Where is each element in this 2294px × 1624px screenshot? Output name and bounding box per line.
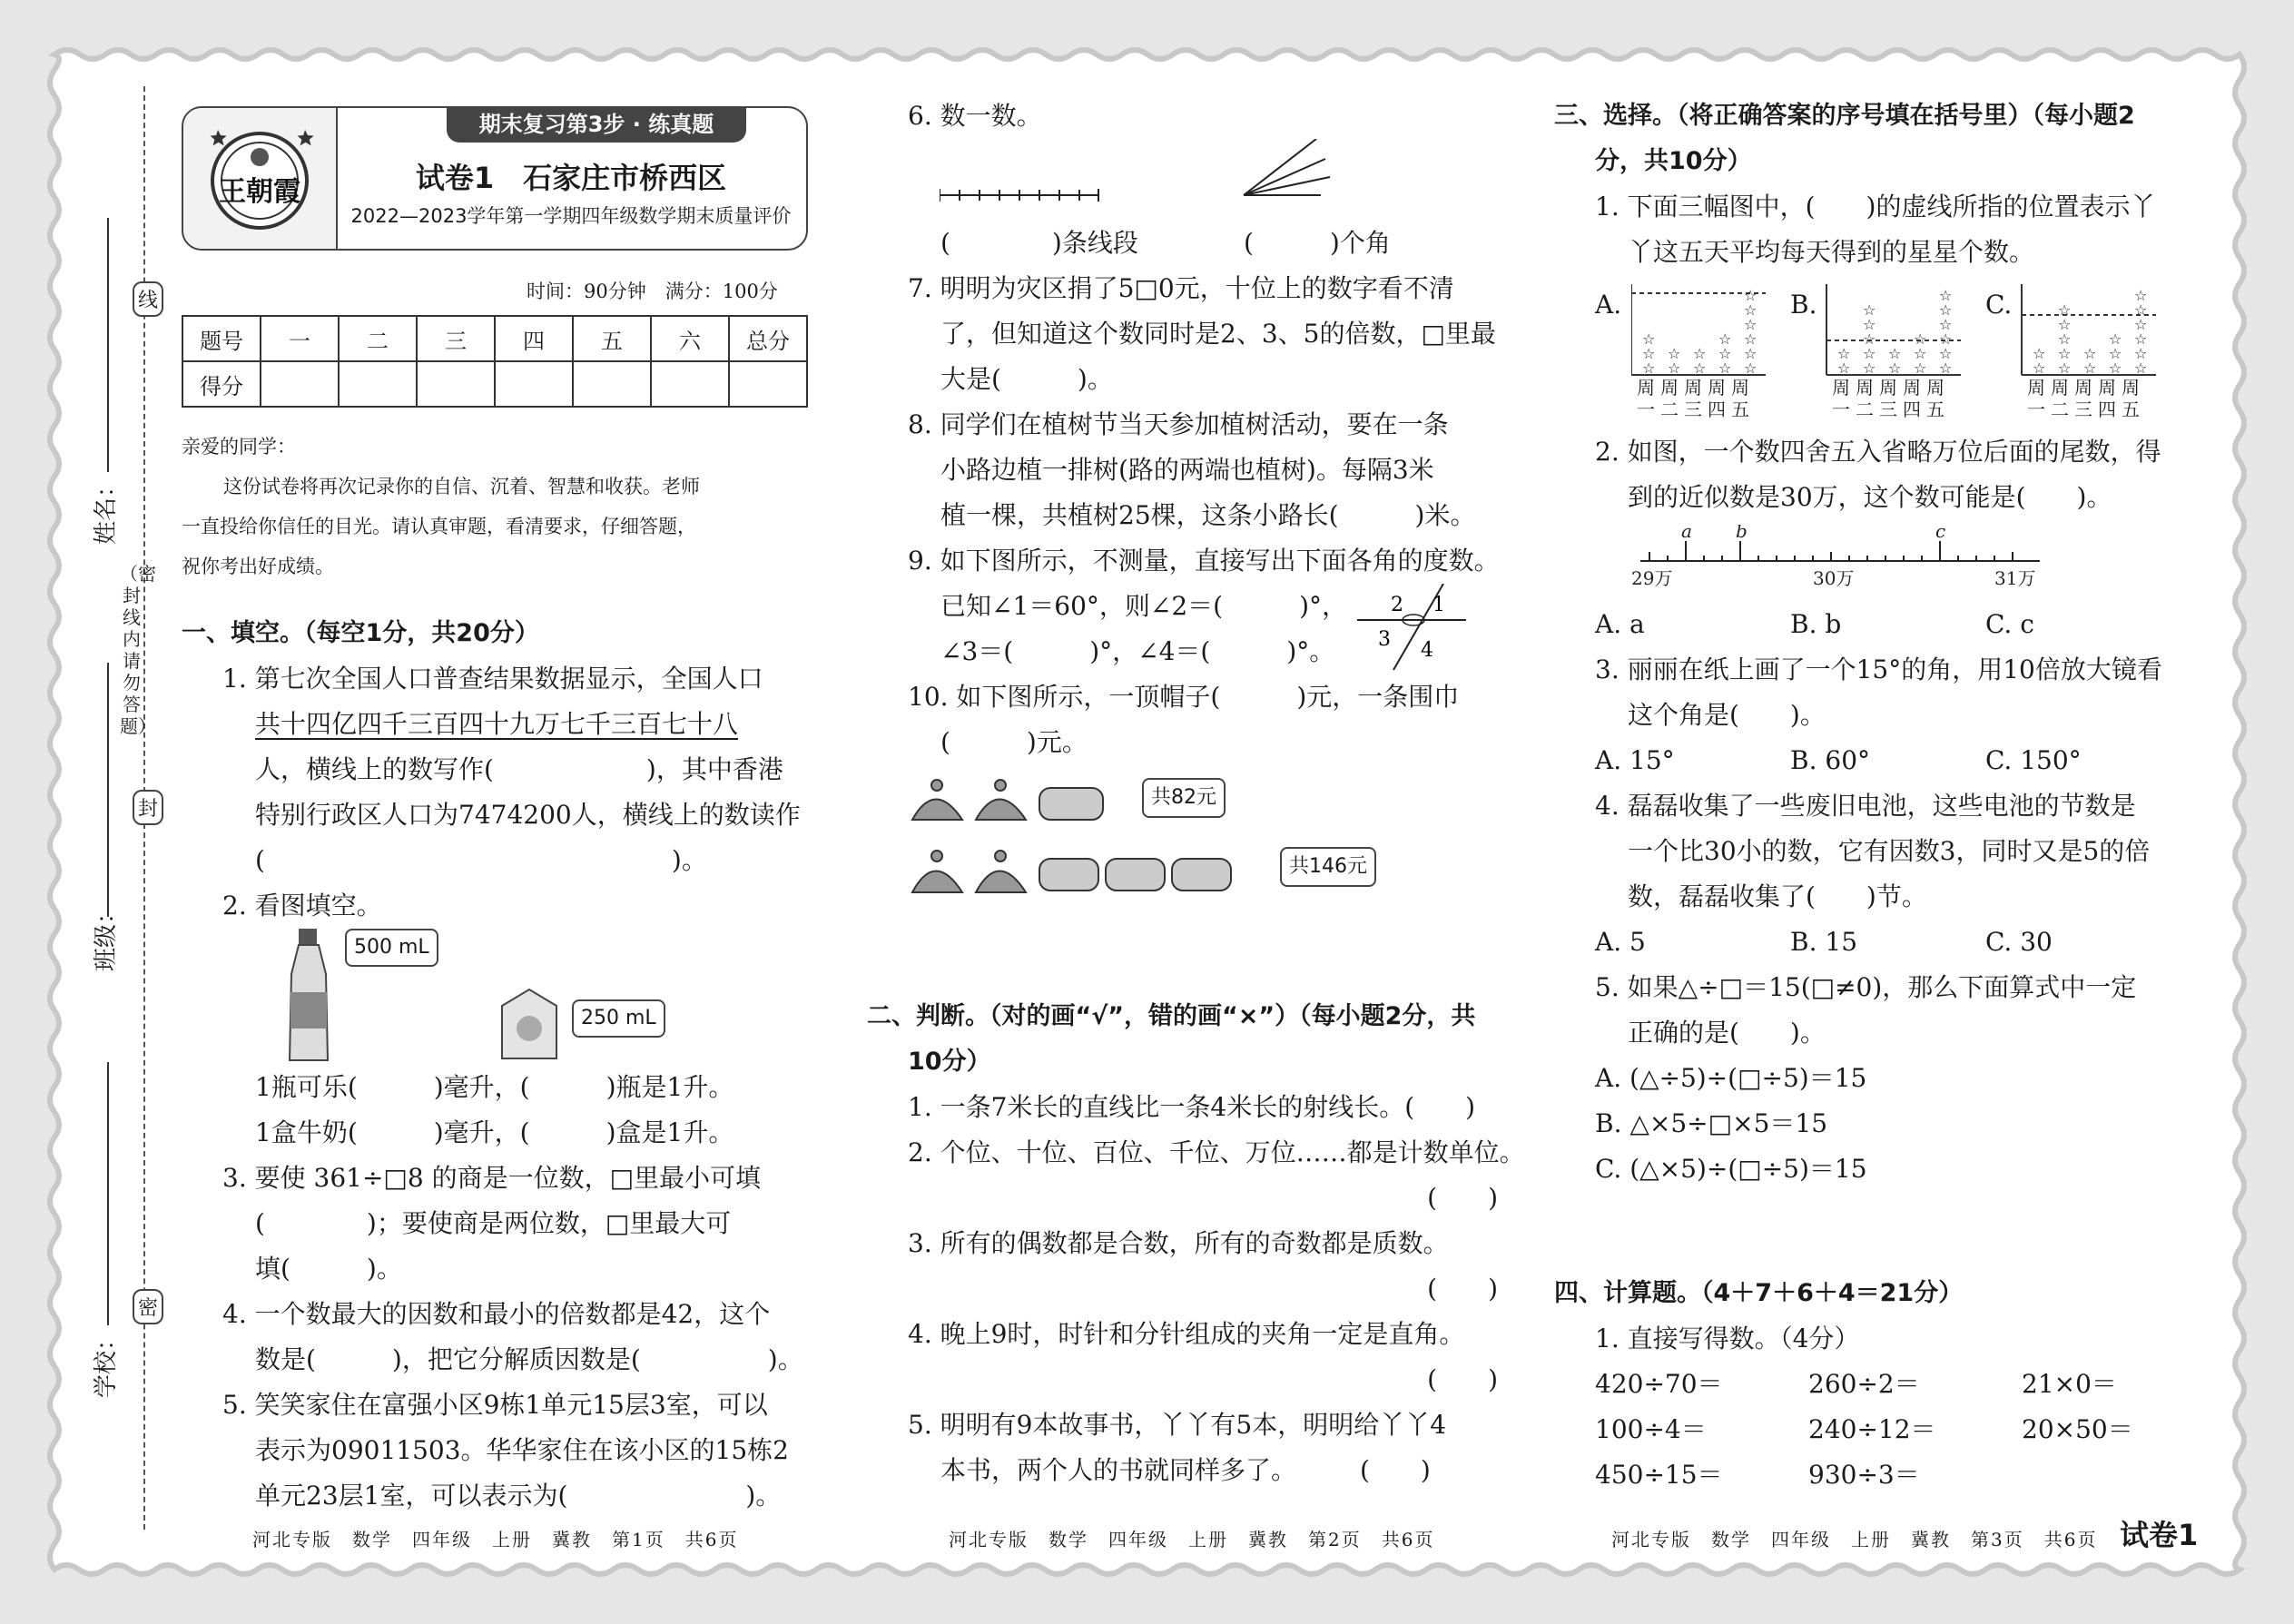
choice-line: 数，磊磊收集了( )节。 — [1628, 881, 1927, 911]
time-score: 时间：90分钟 满分：100分 — [527, 281, 778, 302]
svg-text:☆: ☆ — [1744, 330, 1757, 348]
svg-text:☆: ☆ — [2058, 359, 2072, 377]
svg-text:☆: ☆ — [2109, 330, 2122, 348]
step-badge: 期末复习第3步 · 练真题 — [447, 106, 746, 143]
svg-text:☆: ☆ — [1939, 287, 1953, 304]
calc-item: 240÷12＝ — [1808, 1414, 1936, 1444]
q8-line: 小路边植一排树(路的两端也植树)。每隔3米 — [940, 455, 1434, 485]
hats-scarf-row1 — [908, 774, 1180, 829]
intro-line: 一直投给你信任的目光。请认真审题，看清要求，仔细答题， — [182, 516, 696, 537]
point-a: a — [1681, 525, 1692, 542]
svg-text:☆: ☆ — [2058, 301, 2072, 319]
judge-paren[interactable]: ( ) — [1427, 1183, 1498, 1213]
svg-text:☆: ☆ — [1888, 345, 1902, 362]
svg-text:☆: ☆ — [1914, 345, 1927, 362]
paper-title: 试卷1 石家庄市桥西区 — [415, 161, 727, 195]
q10-figure — [908, 765, 1500, 906]
q10-line: ( )元。 — [940, 727, 1088, 757]
option[interactable]: B. △×5÷□×5＝15 — [1595, 1108, 1828, 1138]
brand-name: 王朝霞 — [219, 176, 300, 208]
judge-paren[interactable]: ( ) — [1427, 1364, 1498, 1394]
choice-line: 正确的是( )。 — [1628, 1018, 1826, 1048]
score-cell[interactable] — [573, 361, 651, 407]
svg-text:☆: ☆ — [1744, 345, 1757, 362]
svg-text:☆: ☆ — [1642, 359, 1656, 377]
svg-text:☆: ☆ — [1939, 301, 1953, 319]
angle-label-3: 3 — [1378, 628, 1391, 651]
milk-carton-icon — [495, 988, 563, 1060]
oral-calc-grid — [1595, 1362, 2185, 1498]
q9-angle-figure — [1353, 584, 1471, 674]
section3-title: 三、选择。（将正确答案的序号填在括号里）（每小题2 — [1554, 102, 2135, 130]
svg-text:☆: ☆ — [1642, 345, 1656, 362]
svg-text:☆: ☆ — [1744, 287, 1757, 304]
calc-item: 260÷2＝ — [1808, 1369, 1920, 1399]
q6-title: 6. 数一数。 — [908, 101, 1042, 131]
score-table — [182, 315, 808, 408]
q1-line: ( )。 — [255, 845, 707, 875]
q6-figure — [908, 139, 1500, 221]
q7-line: 大是( )。 — [940, 364, 1113, 394]
q6-drawing — [940, 139, 1412, 221]
option[interactable]: A. 5 — [1595, 927, 1646, 957]
option-label: B. — [1790, 290, 1817, 320]
option[interactable]: C. (△×5)÷(□÷5)＝15 — [1595, 1154, 1867, 1184]
angle-label-2: 2 — [1391, 594, 1403, 616]
footer-page3: 河北专版 数学 四年级 上册 冀教 第3页 共6页 — [1611, 1529, 2098, 1550]
choice-line: 3. 丽丽在纸上画了一个15°的角，用10倍放大镜看 — [1595, 655, 2162, 684]
svg-text:☆: ☆ — [1888, 359, 1902, 377]
q2-line: 1瓶可乐( )毫升，( )瓶是1升。 — [255, 1072, 734, 1102]
option[interactable]: A. (△÷5)÷(□÷5)＝15 — [1595, 1063, 1867, 1093]
svg-text:☆: ☆ — [1939, 316, 1953, 333]
hats-scarves-row2 — [908, 842, 1298, 901]
intro — [182, 427, 700, 586]
q2-figure — [222, 929, 803, 1065]
bubble-milk: 250 mL — [572, 999, 665, 1038]
score-header: 四 — [495, 316, 573, 361]
svg-text:☆: ☆ — [1863, 316, 1876, 333]
score-header: 总分 — [729, 316, 807, 361]
section2-title-cont: 10分） — [908, 1048, 991, 1076]
sub-question: 1. 直接写得数。（4分） — [1595, 1324, 1860, 1353]
logo-area — [183, 108, 338, 249]
paper-subtitle: 2022—2023学年第一学期四年级数学期末质量评价 — [350, 205, 792, 227]
school-label: 学校： — [93, 1326, 120, 1398]
choice-line: 4. 磊磊收集了一些废旧电池，这些电池的节数是 — [1595, 791, 2136, 821]
section2-title: 二、判断。（对的画“√”，错的画“×”）（每小题2分，共 — [867, 1002, 1476, 1030]
option[interactable]: C. 150° — [1985, 745, 2082, 775]
q10-line: 10. 如下图所示，一顶帽子( )元，一条围巾 — [908, 682, 1460, 712]
score-header: 三 — [417, 316, 495, 361]
days-axis-b: 周周周周周 一二三四五 — [1832, 377, 1950, 420]
score-cell[interactable] — [729, 361, 807, 407]
q3-line: 填( )。 — [255, 1254, 402, 1284]
q5-line: 5. 笑笑家住在富强小区9栋1单元15层3室，可以 — [222, 1390, 768, 1420]
q5-line: 单元23层1室，可以表示为( )。 — [255, 1481, 782, 1511]
judge-item: 3. 所有的偶数都是合数，所有的奇数都是质数。 — [908, 1228, 1449, 1258]
q6-answer-angles: ( )个角 — [1244, 228, 1391, 258]
q2-title: 2. 看图填空。 — [222, 891, 382, 920]
angle-label-4: 4 — [1421, 639, 1433, 662]
calc-item: 450÷15＝ — [1595, 1460, 1723, 1490]
svg-text:☆: ☆ — [2083, 359, 2097, 377]
c2-options — [1595, 602, 2162, 647]
score-cell[interactable] — [261, 361, 339, 407]
svg-text:☆: ☆ — [1642, 330, 1656, 348]
point-c: c — [1935, 525, 1946, 542]
score-row-label: 得分 — [182, 361, 261, 407]
option[interactable]: A. a — [1595, 609, 1645, 639]
option[interactable]: B. b — [1790, 609, 1842, 639]
calc-item: 930÷3＝ — [1808, 1460, 1920, 1490]
section4-title: 四、计算题。（4＋7＋6＋4＝21分） — [1554, 1279, 1964, 1307]
q3-line: 3. 要使 361÷□8 的商是一位数，□里最小可填 — [222, 1163, 762, 1193]
svg-text:☆: ☆ — [1914, 359, 1927, 377]
q6-answer-segments: ( )条线段 — [940, 228, 1138, 258]
q2-line: 1盒牛奶( )毫升，( )盒是1升。 — [255, 1117, 734, 1147]
nl-label: 29万 — [1631, 567, 1673, 589]
svg-text:☆: ☆ — [1837, 345, 1851, 362]
number-line — [1595, 520, 2162, 602]
angle-label-1: 1 — [1433, 594, 1445, 616]
nl-label: 31万 — [1994, 567, 2036, 589]
footer-page1: 河北专版 数学 四年级 上册 冀教 第1页 共6页 — [252, 1529, 739, 1550]
option[interactable]: C. 30 — [1985, 927, 2053, 957]
option[interactable]: C. c — [1985, 609, 2034, 639]
svg-text:☆: ☆ — [2058, 316, 2072, 333]
svg-text:☆: ☆ — [1837, 359, 1851, 377]
price-bubble-2: 共146元 — [1280, 847, 1376, 887]
q9-line: ∠3＝( )°，∠4＝( )°。 — [940, 636, 1335, 666]
svg-text:☆: ☆ — [2033, 359, 2046, 377]
seal-char-seal: 封 — [133, 790, 163, 825]
judge-paren[interactable]: ( ) — [1427, 1274, 1498, 1304]
q4-line: 数是( )，把它分解质因数是( )。 — [255, 1344, 803, 1374]
svg-text:☆: ☆ — [2058, 330, 2072, 348]
q5-line: 表示为09011503。华华家住在该小区的15栋2 — [255, 1435, 789, 1465]
c3-options — [1595, 738, 2162, 783]
svg-text:☆: ☆ — [1693, 345, 1707, 362]
q9-line: 9. 如下图所示，不测量，直接写出下面各角的度数。 — [908, 546, 1500, 576]
star-chart-figures — [1631, 284, 2194, 384]
q7-line: 了，但知道这个数同时是2、3、5的倍数，□里最 — [940, 319, 1496, 349]
svg-text:☆: ☆ — [2058, 345, 2072, 362]
q3-line: ( )；要使商是两位数，□里最大可 — [255, 1208, 732, 1238]
c4-options — [1595, 920, 2162, 965]
svg-text:☆: ☆ — [1863, 345, 1876, 362]
section3-body — [1595, 184, 2162, 1192]
svg-text:☆: ☆ — [2109, 345, 2122, 362]
score-cell[interactable] — [417, 361, 495, 407]
calc-item: 100÷4＝ — [1595, 1414, 1707, 1444]
option[interactable]: A. 15° — [1595, 745, 1675, 775]
q8-line: 8. 同学们在植树节当天参加植树活动，要在一条 — [908, 409, 1449, 439]
svg-text:☆: ☆ — [2134, 301, 2148, 319]
choice-line: 到的近似数是30万，这个数可能是( )。 — [1628, 482, 2112, 512]
section1-body — [222, 656, 803, 1519]
choice-line: 5. 如果△÷□＝15(□≠0)，那么下面算式中一定 — [1595, 972, 2137, 1002]
svg-text:☆: ☆ — [1744, 316, 1757, 333]
svg-text:☆: ☆ — [1863, 330, 1876, 348]
name-label: 姓名： — [93, 473, 120, 545]
judge-item: 1. 一条7米长的直线比一条4米长的射线长。( ) — [908, 1092, 1476, 1122]
svg-text:☆: ☆ — [2134, 287, 2148, 304]
intro-greeting: 亲爱的同学： — [182, 436, 296, 458]
choice-line: 一个比30小的数，它有因数3，同时又是5的倍 — [1628, 836, 2151, 866]
class-field[interactable] — [107, 663, 109, 917]
svg-text:☆: ☆ — [2134, 359, 2148, 377]
score-cell[interactable] — [495, 361, 573, 407]
intro-line: 这份试卷将再次记录你的自信、沉着、智慧和收获。老师 — [223, 476, 700, 497]
svg-text:☆: ☆ — [1718, 345, 1732, 362]
section1-title: 一、填空。（每空1分，共20分） — [182, 619, 539, 647]
q1-line: 特别行政区人口为7474200人，横线上的数读作 — [255, 800, 801, 830]
calc-item: 20×50＝ — [2022, 1414, 2133, 1444]
svg-text:☆: ☆ — [1914, 330, 1927, 348]
svg-text:☆: ☆ — [2109, 359, 2122, 377]
svg-text:☆: ☆ — [2033, 345, 2046, 362]
score-header: 一 — [261, 316, 339, 361]
calc-item: 21×0＝ — [2022, 1369, 2117, 1399]
point-b: b — [1736, 525, 1748, 542]
col2-body-top — [908, 94, 1500, 906]
score-cell[interactable] — [339, 361, 417, 407]
score-header: 二 — [339, 316, 417, 361]
score-cell[interactable] — [651, 361, 729, 407]
score-header: 五 — [573, 316, 651, 361]
svg-text:☆: ☆ — [2083, 345, 2097, 362]
number-line-figure — [1631, 525, 2049, 597]
school-field[interactable] — [107, 1062, 109, 1325]
svg-text:☆: ☆ — [1718, 359, 1732, 377]
choice-line: 这个角是( )。 — [1628, 700, 1826, 730]
svg-text:☆: ☆ — [2134, 316, 2148, 333]
name-field[interactable] — [107, 218, 109, 472]
score-header: 题号 — [182, 316, 261, 361]
section4-body — [1595, 1316, 2185, 1498]
seal-note: （密封线内请勿答题） — [120, 563, 156, 737]
price-bubble-1: 共82元 — [1142, 778, 1226, 818]
svg-text:☆: ☆ — [1939, 345, 1953, 362]
judge-item: 5. 明明有9本故事书，丫丫有5本，明明给丫丫4 — [908, 1410, 1447, 1440]
brand-logo-icon — [196, 119, 323, 237]
section3-title-cont: 分，共10分） — [1595, 147, 1752, 175]
svg-text:☆: ☆ — [2134, 330, 2148, 348]
svg-text:☆: ☆ — [2134, 345, 2148, 362]
section2-body — [908, 1085, 1525, 1493]
choice-line: 1. 下面三幅图中，( )的虚线所指的位置表示丫 — [1595, 192, 2156, 221]
option-label: C. — [1985, 290, 2013, 320]
nl-label: 30万 — [1813, 567, 1855, 589]
option[interactable]: B. 60° — [1790, 745, 1871, 775]
judge-item: 2. 个位、十位、百位、千位、万位……都是计数单位。 — [908, 1137, 1525, 1167]
svg-text:☆: ☆ — [1744, 301, 1757, 319]
seal-char-line: 线 — [133, 281, 163, 317]
q7-line: 7. 明明为灾区捐了5□0元，十位上的数字看不清 — [908, 273, 1454, 303]
bubble-cola: 500 mL — [345, 929, 438, 967]
paper-badge: 试卷1 — [2120, 1518, 2199, 1552]
svg-text:☆: ☆ — [1744, 359, 1757, 377]
q1-line: 共十四亿四千三百四十九万七千三百七十八 — [255, 709, 739, 739]
svg-text:☆: ☆ — [1939, 330, 1953, 348]
svg-text:☆: ☆ — [1668, 359, 1681, 377]
class-label: 班级： — [93, 900, 120, 971]
svg-text:☆: ☆ — [1693, 359, 1707, 377]
intro-line: 祝你考出好成绩。 — [182, 556, 334, 577]
svg-text:☆: ☆ — [1668, 345, 1681, 362]
q1-line: 1. 第七次全国人口普查结果数据显示，全国人口 — [222, 664, 763, 694]
score-header: 六 — [651, 316, 729, 361]
days-axis-c: 周周周周周 一二三四五 — [2027, 377, 2145, 420]
choice-line: 2. 如图，一个数四舍五入省略万位后面的尾数，得 — [1595, 437, 2161, 467]
star-charts — [1595, 275, 2162, 429]
option[interactable]: B. 15 — [1790, 927, 1858, 957]
q4-line: 4. 一个数最大的因数和最小的倍数都是42，这个 — [222, 1299, 771, 1329]
svg-text:☆: ☆ — [1939, 359, 1953, 377]
option-label: A. — [1595, 290, 1622, 320]
q1-line: 人，横线上的数写作( )，其中香港 — [255, 754, 783, 784]
q8-line: 植一棵，共植树25棵，这条小路长( )米。 — [940, 500, 1476, 530]
svg-text:☆: ☆ — [1863, 359, 1876, 377]
footer-page2: 河北专版 数学 四年级 上册 冀教 第2页 共6页 — [949, 1529, 1435, 1550]
choice-line: 丫这五天平均每天得到的星星个数。 — [1628, 237, 2035, 267]
seal-char-secret: 密 — [133, 1289, 163, 1324]
calc-item: 420÷70＝ — [1595, 1369, 1723, 1399]
cola-bottle-icon — [277, 929, 340, 1065]
judge-item: 本书，两个人的书就同样多了。 ( ) — [940, 1455, 1431, 1485]
svg-text:☆: ☆ — [1863, 301, 1876, 319]
q9-line: 已知∠1＝60°，则∠2＝( )°， — [940, 591, 1348, 621]
days-axis-a: 周周周周周 一二三四五 — [1637, 377, 1755, 420]
header-box — [182, 106, 808, 251]
judge-item: 4. 晚上9时，时针和分针组成的夹角一定是直角。 — [908, 1319, 1465, 1349]
svg-text:☆: ☆ — [1718, 330, 1732, 348]
